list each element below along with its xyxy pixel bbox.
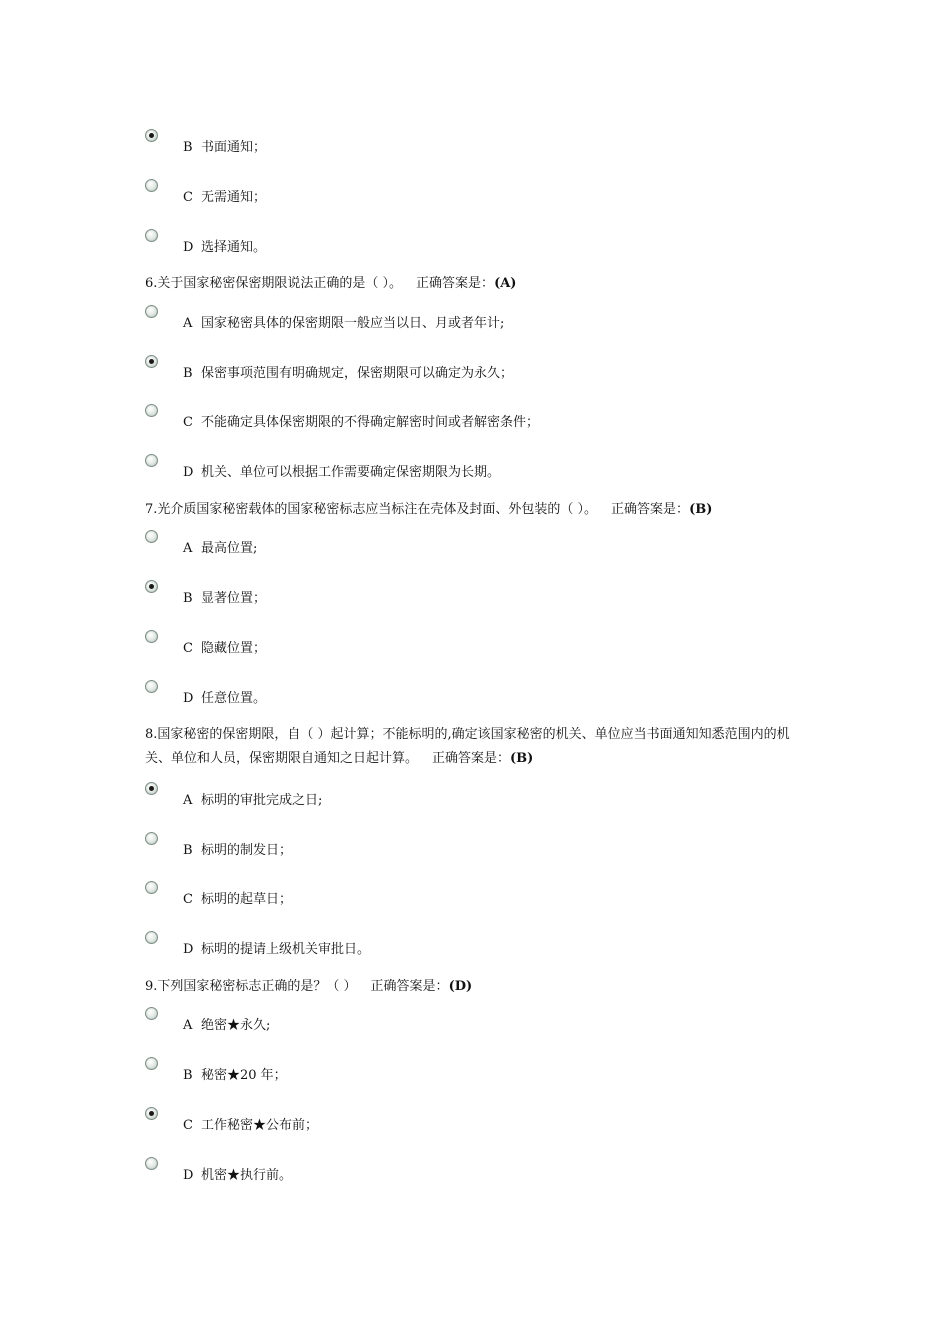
q6-option-a xyxy=(183,315,504,333)
q7-option-c-radio[interactable] xyxy=(145,630,158,643)
option-text: 绝密★永久; xyxy=(201,1018,271,1033)
option-letter: D xyxy=(183,691,194,706)
q8-option-c xyxy=(183,891,292,909)
answer-label: 正确答案是： xyxy=(416,276,495,291)
question-7 xyxy=(145,498,810,522)
q7-option-a xyxy=(183,540,257,558)
option-letter: C xyxy=(183,190,193,205)
question-stem: 7.光介质国家秘密载体的国家秘密标志应当标注在壳体及封面、外包装的（ ）。 xyxy=(145,502,598,517)
q7-option-b xyxy=(183,590,266,608)
q5-option-d-radio[interactable] xyxy=(145,229,158,242)
correct-answer: (A) xyxy=(494,276,517,291)
q9-option-d xyxy=(183,1167,292,1185)
q7-option-b-radio[interactable] xyxy=(145,580,158,593)
option-letter: A xyxy=(183,793,193,808)
q8-option-a-radio[interactable] xyxy=(145,782,158,795)
question-8 xyxy=(145,723,810,771)
question-9 xyxy=(145,975,810,999)
option-letter: B xyxy=(183,140,193,155)
option-text: 选择通知。 xyxy=(201,240,267,255)
option-letter: B xyxy=(183,591,193,606)
radio-selected-dot xyxy=(149,359,154,364)
q5-option-b-radio[interactable] xyxy=(145,129,158,142)
correct-answer: (B) xyxy=(689,502,713,517)
q5-option-b xyxy=(183,139,266,157)
option-text: 保密事项范围有明确规定，保密期限可以确定为永久； xyxy=(201,366,514,381)
q8-option-a xyxy=(183,792,322,810)
option-text: 机关、单位可以根据工作需要确定保密期限为长期。 xyxy=(201,465,501,480)
q8-option-d xyxy=(183,941,370,959)
option-text: 工作秘密★公布前； xyxy=(201,1118,319,1133)
option-text: 不能确定具体保密期限的不得确定解密时间或者解密条件； xyxy=(201,415,540,430)
question-stem: 9.下列国家秘密标志正确的是？（ ） xyxy=(145,979,357,994)
option-letter: A xyxy=(183,541,193,556)
q6-option-d xyxy=(183,464,500,482)
option-text: 机密★执行前。 xyxy=(201,1168,293,1183)
option-letter: C xyxy=(183,1118,193,1133)
option-text: 显著位置； xyxy=(201,591,267,606)
option-letter: C xyxy=(183,892,193,907)
option-text: 秘密★20 年； xyxy=(201,1068,287,1083)
option-text: 书面通知； xyxy=(201,140,267,155)
option-letter: C xyxy=(183,415,193,430)
q6-option-b xyxy=(183,365,513,383)
q6-option-d-radio[interactable] xyxy=(145,454,158,467)
q9-option-d-radio[interactable] xyxy=(145,1157,158,1170)
q8-option-b-radio[interactable] xyxy=(145,832,158,845)
q8-option-b xyxy=(183,842,292,860)
option-letter: D xyxy=(183,1168,194,1183)
answer-label: 正确答案是： xyxy=(370,979,449,994)
radio-selected-dot xyxy=(149,1111,154,1116)
option-text: 国家秘密具体的保密期限一般应当以日、月或者年计; xyxy=(201,316,505,331)
option-text: 隐藏位置； xyxy=(201,641,267,656)
q9-option-b xyxy=(183,1067,287,1085)
option-text: 最高位置; xyxy=(201,541,258,556)
option-text: 无需通知； xyxy=(201,190,267,205)
q9-option-a xyxy=(183,1017,270,1035)
q6-option-b-radio[interactable] xyxy=(145,355,158,368)
option-letter: A xyxy=(183,316,193,331)
option-letter: A xyxy=(183,1018,193,1033)
q8-option-d-radio[interactable] xyxy=(145,931,158,944)
option-letter: B xyxy=(183,366,193,381)
q8-option-c-radio[interactable] xyxy=(145,881,158,894)
answer-label: 正确答案是： xyxy=(611,502,690,517)
q5-option-c xyxy=(183,189,266,207)
q5-option-d xyxy=(183,239,266,257)
q7-option-d-radio[interactable] xyxy=(145,680,158,693)
question-stem: 8.国家秘密的保密期限，自（ ）起计算；不能标明的,确定该国家秘密的机关、单位应当书面通知知悉范围内的机关、单位和人员，保密期限自通知之日起计算。 xyxy=(145,727,790,766)
option-text: 标明的审批完成之日; xyxy=(201,793,323,808)
q7-option-c xyxy=(183,640,266,658)
option-text: 标明的起草日； xyxy=(201,892,293,907)
answer-label: 正确答案是： xyxy=(432,751,511,766)
correct-answer: (D) xyxy=(448,979,473,994)
question-6 xyxy=(145,272,810,296)
q9-option-b-radio[interactable] xyxy=(145,1057,158,1070)
q9-option-c-radio[interactable] xyxy=(145,1107,158,1120)
q5-option-c-radio[interactable] xyxy=(145,179,158,192)
radio-selected-dot xyxy=(149,133,154,138)
option-letter: D xyxy=(183,942,194,957)
question-stem: 6.关于国家秘密保密期限说法正确的是（ ）。 xyxy=(145,276,403,291)
option-letter: C xyxy=(183,641,193,656)
radio-selected-dot xyxy=(149,786,154,791)
q6-option-a-radio[interactable] xyxy=(145,305,158,318)
q7-option-a-radio[interactable] xyxy=(145,530,158,543)
option-letter: D xyxy=(183,240,194,255)
option-letter: D xyxy=(183,465,194,480)
option-text: 标明的制发日； xyxy=(201,843,293,858)
q9-option-a-radio[interactable] xyxy=(145,1007,158,1020)
q6-option-c-radio[interactable] xyxy=(145,404,158,417)
radio-selected-dot xyxy=(149,584,154,589)
option-text: 任意位置。 xyxy=(201,691,267,706)
option-letter: B xyxy=(183,843,193,858)
q9-option-c xyxy=(183,1117,318,1135)
option-text: 标明的提请上级机关审批日。 xyxy=(201,942,371,957)
q6-option-c xyxy=(183,414,539,432)
option-letter: B xyxy=(183,1068,193,1083)
correct-answer: (B) xyxy=(510,751,534,766)
q7-option-d xyxy=(183,690,266,708)
